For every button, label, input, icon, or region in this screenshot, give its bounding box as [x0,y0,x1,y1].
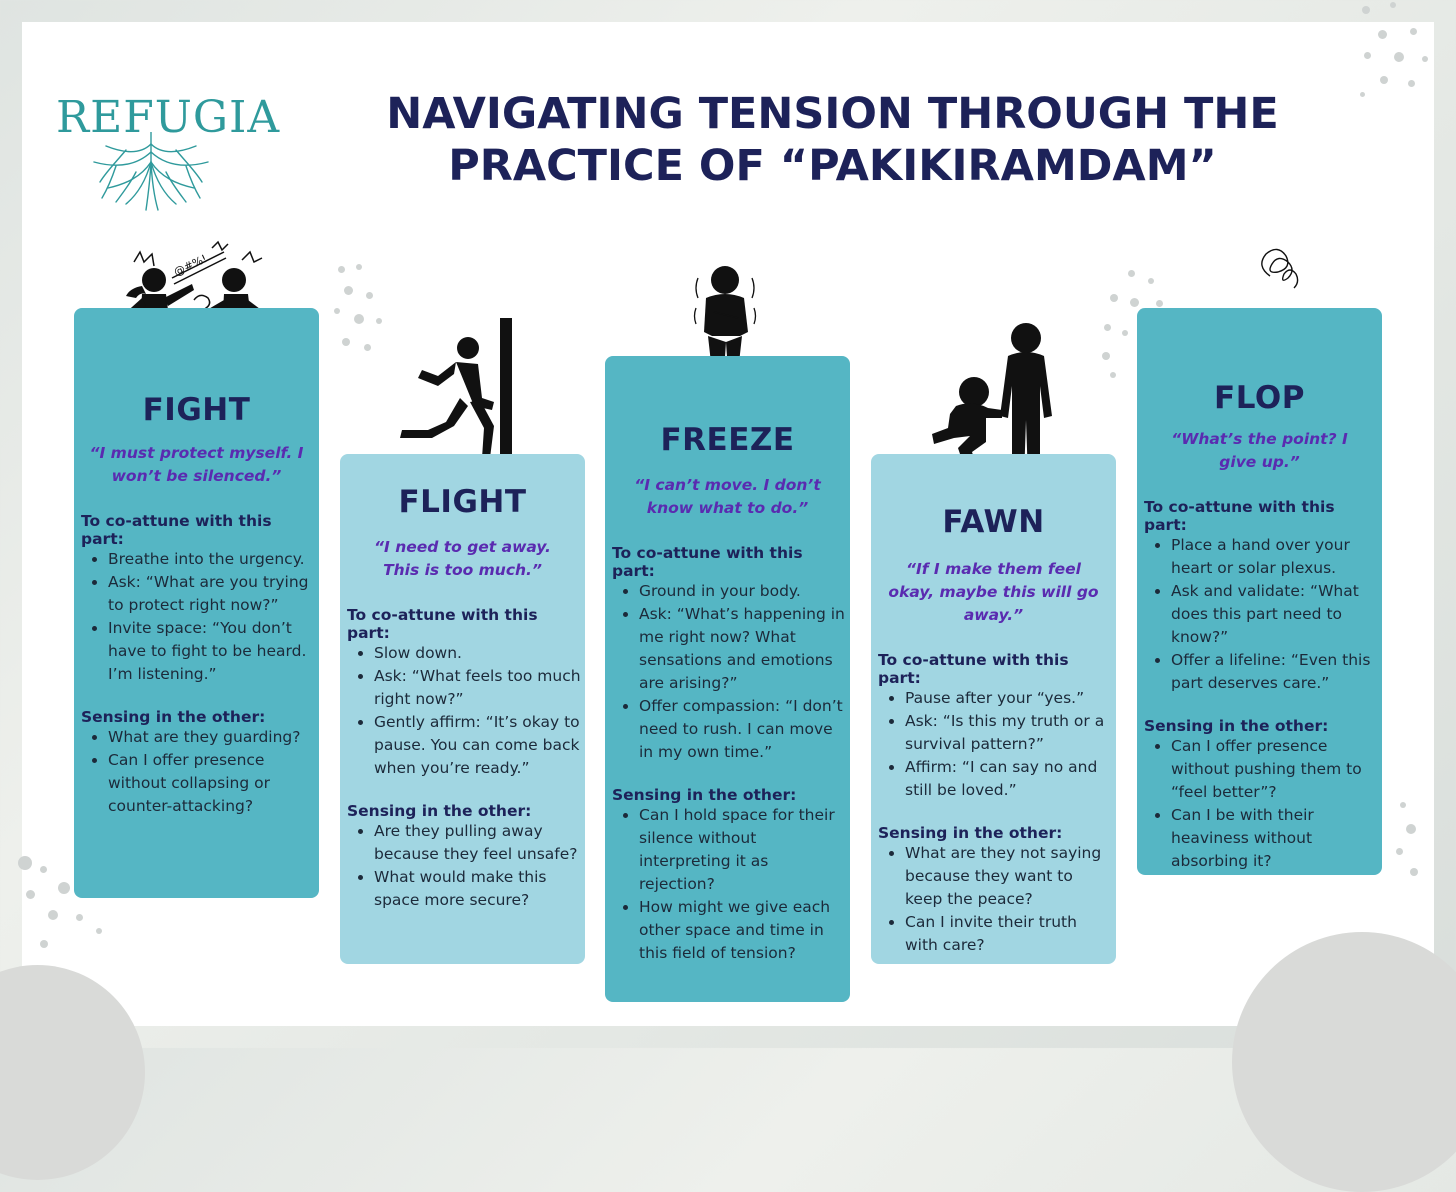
title-line-2: PRACTICE OF “PAKIKIRAMDAM” [448,141,1217,191]
coattune-list [74,548,319,686]
card-heading: FLOP [1214,380,1305,416]
list-item: • Invite space: “You don’t have to fight to be heard. I’m listening.” [108,617,315,686]
coattune-label: To co-attune with this part: [81,512,272,548]
list-item: • Ask and validate: “What does this part need to know?” [1171,580,1378,649]
list-item: • What would make this space more secure? [374,866,581,912]
coattune-label: To co-attune with this part: [612,544,803,580]
logo-text: REFUGIA [56,92,281,143]
coattune-list [1137,534,1382,695]
card-heading: FREEZE [660,422,795,458]
card-quote: “I must protect myself. I won’t be silenced.” [89,444,304,485]
coattune-list [871,687,1116,802]
card-flight [340,454,585,964]
list-item: • Ask: “Is this my truth or a survival pattern?” [905,710,1112,756]
coattune-label: To co-attune with this part: [1144,498,1335,534]
list-item: • How might we give each other space and time in this field of tension? [639,896,846,965]
list-item: • Can I offer presence without pushing them to “feel better”? [1171,735,1378,804]
sensing-list [605,804,850,965]
refugia-logo [56,92,281,212]
card-quote: “If I make them feel okay, maybe this will go away.” [888,560,1099,624]
list-item: • Ground in your body. [639,580,846,603]
sensing-list [1137,735,1382,873]
list-item: • Offer a lifeline: “Even this part deserves care.” [1171,649,1378,695]
sensing-label: Sensing in the other: [347,802,532,820]
coattune-label: To co-attune with this part: [878,651,1069,687]
card-flop [1137,308,1382,875]
card-heading: FIGHT [142,392,251,428]
title-line-1: NAVIGATING TENSION THROUGH THE [386,89,1279,139]
list-item: • Can I invite their truth with care? [905,911,1112,957]
sensing-label: Sensing in the other: [1144,717,1329,735]
sensing-label: Sensing in the other: [878,824,1063,842]
coattune-list [340,642,585,780]
list-item: • What are they guarding? [108,726,315,749]
list-item: • Breathe into the urgency. [108,548,315,571]
sensing-list [871,842,1116,957]
list-item: • Can I hold space for their silence without interpreting it as rejection? [639,804,846,896]
card-fawn [871,454,1116,964]
list-item: • Can I offer presence without collapsing or counter-attacking? [108,749,315,818]
list-item: • Are they pulling away because they feel unsafe? [374,820,581,866]
list-item: • Ask: “What are you trying to protect right now?” [108,571,315,617]
list-item: • Affirm: “I can say no and still be loved.” [905,756,1112,802]
coattune-list [605,580,850,764]
list-item: • Offer compassion: “I don’t need to rush. I can move in my own time.” [639,695,846,764]
sensing-list [74,726,319,818]
card-quote: “I need to get away. This is too much.” [374,538,551,579]
sensing-list [340,820,585,912]
page-title [330,88,1335,192]
list-item: • Gently affirm: “It’s okay to pause. You can come back when you’re ready.” [374,711,581,780]
list-item: • Pause after your “yes.” [905,687,1112,710]
fight-symbols: @#%! [171,252,210,279]
card-fight [74,308,319,898]
decorative-dots-top-right [1350,0,1440,110]
list-item: • What are they not saying because they want to keep the peace? [905,842,1112,911]
list-item: • Ask: “What’s happening in me right now? What sensations and emotions are arising?” [639,603,846,695]
list-item: • Slow down. [374,642,581,665]
sensing-label: Sensing in the other: [81,708,266,726]
roots-icon [86,132,216,212]
decorative-dots-right [1390,800,1430,900]
card-quote: “I can’t move. I don’t know what to do.” [634,476,821,517]
card-heading: FLIGHT [398,484,527,520]
coattune-label: To co-attune with this part: [347,606,538,642]
card-quote: “What’s the point? I give up.” [1171,430,1348,471]
list-item: • Can I be with their heaviness without absorbing it? [1171,804,1378,873]
card-heading: FAWN [942,504,1045,540]
list-item: • Place a hand over your heart or solar plexus. [1171,534,1378,580]
sensing-label: Sensing in the other: [612,786,797,804]
list-item: • Ask: “What feels too much right now?” [374,665,581,711]
card-freeze [605,356,850,1002]
